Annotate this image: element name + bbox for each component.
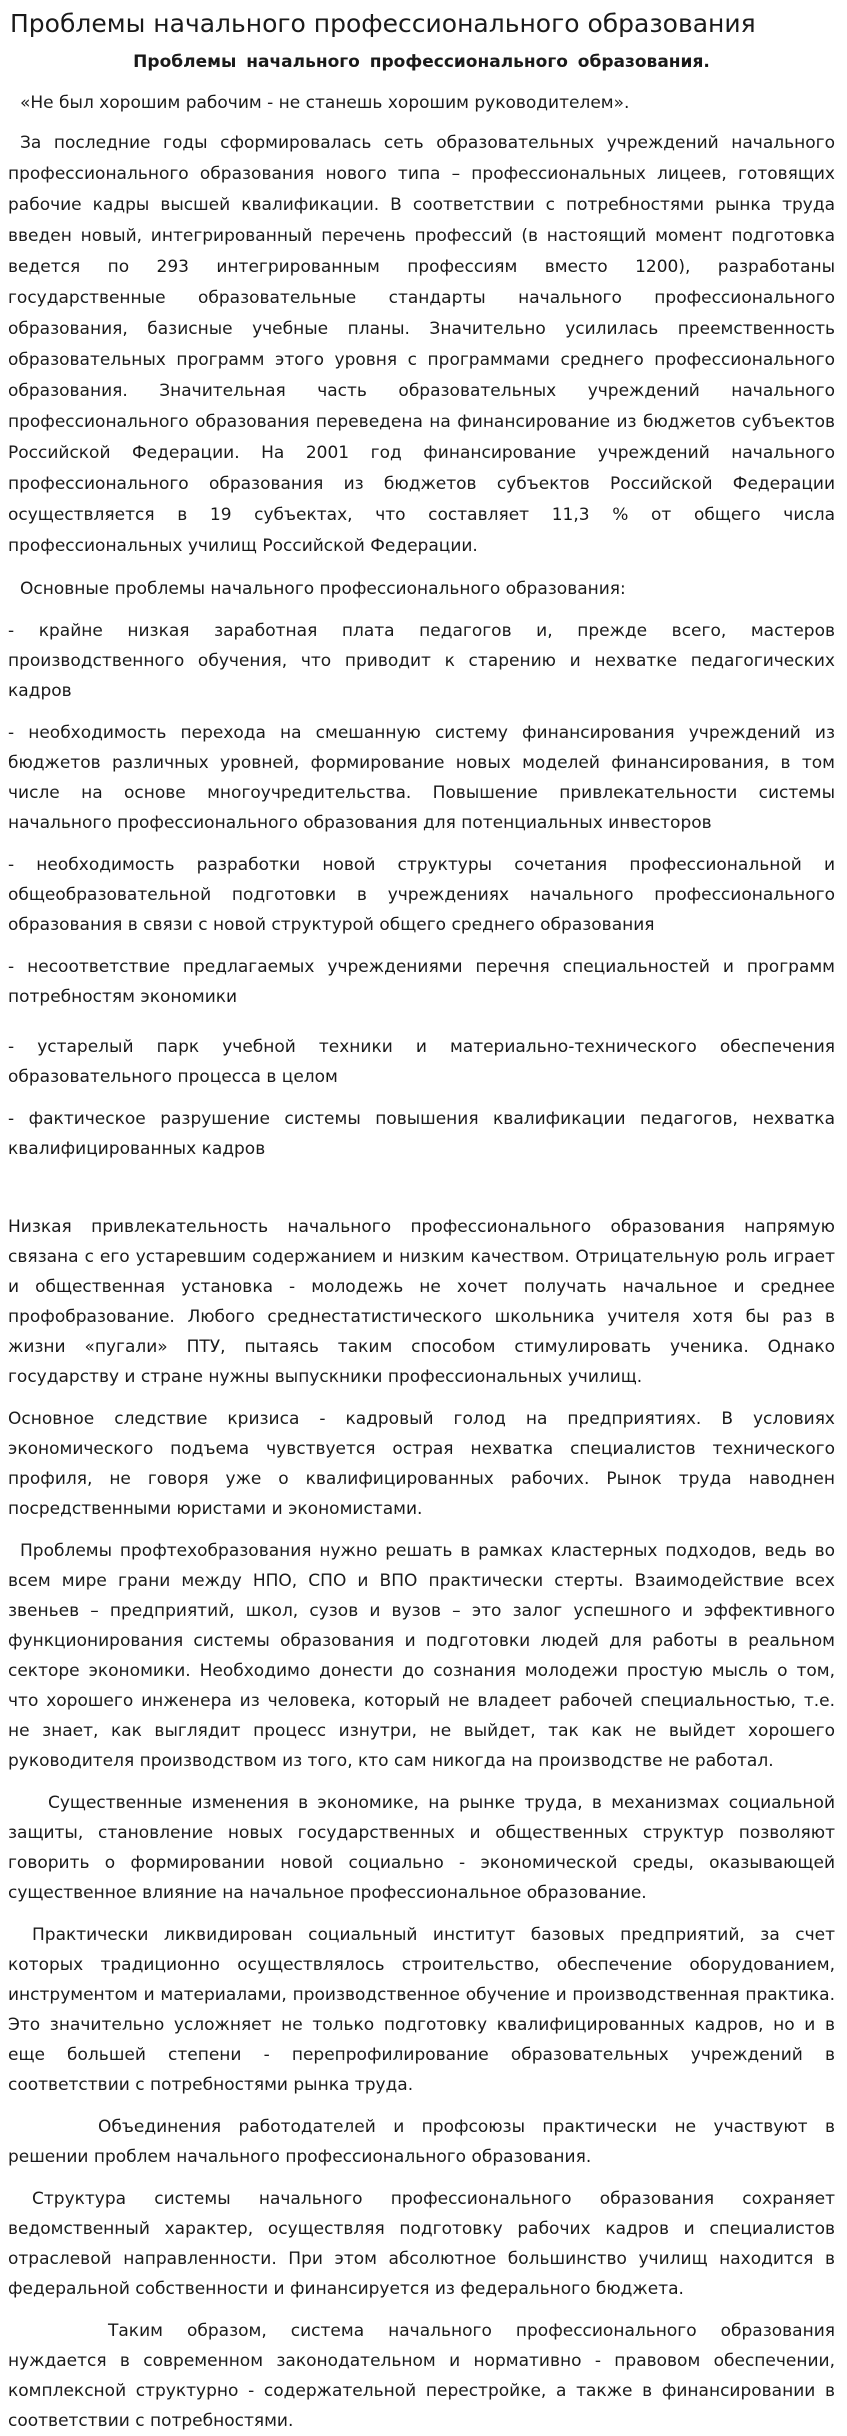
problem-item: - фактическое разрушение системы повышения квалификации педагогов, нехватка квалифицированных кадров [8,1109,835,1159]
body-paragraph: Проблемы профтехобразования нужно решать в рамках кластерных подходов, ведь во всем мире грани между НПО, СПО и ВПО практически стерты. Взаимодействие всех звеньев – предприятий, школ, сузов и вузов – это залог успешного и эффективного функционирования системы образования и подготовки людей для работы в реальном секторе экономики. Необходимо донести до сознания молодежи простую мысль о том, что хорошего инженера из человека, который не владеет рабочей специальностью, т.е. не знает, как выглядит процесс изнутри, не выйдет, так как не выйдет хорошего руководителя производством из того, кто сам никогда на производстве не работал. [8,1541,835,1771]
article-heading: Проблемы начального профессионального образования. [133,52,710,72]
problem-item: - необходимость перехода на смешанную систему финансирования учреждений из бюджетов различных уровней, формирование новых моделей финансирования, в том числе на основе многоучредительства. Повышение привлекательности системы начального профессионального образования для потенциальных инвесторов [8,723,835,833]
problem-item: - необходимость разработки новой структуры сочетания профессиональной и общеобразовательной подготовки в учреждениях начального профессионального образования в связи с новой структурой общего среднего образования [8,855,835,935]
body-paragraph: Практически ликвидирован социальный институт базовых предприятий, за счет которых традиционно осуществлялось строительство, обеспечение оборудованием, инструментом и материалами, производственное обучение и производственная практика. Это значительно усложняет не только подготовку квалифицированных кадров, но и в еще большей степени - перепрофилирование образовательных учреждений в соответствии с потребностями рынка труда. [8,1925,835,2095]
body-paragraph: Основное следствие кризиса - кадровый голод на предприятиях. В условиях экономического подъема чувствуется острая нехватка специалистов технического профиля, не говоря уже о квалифицированных рабочих. Рынок труда наводнен посредственными юристами и экономистами. [8,1409,835,1519]
body-paragraph: Низкая привлекательность начального профессионального образования напрямую связана с его устаревшим содержанием и низким качеством. Отрицательную роль играет и общественная установка - молодежь не хочет получать начальное и среднее профобразование. Любого среднестатистического школьника учителя хотя бы раз в жизни «пугали» ПТУ, пытаясь таким способом стимулировать ученика. Однако государству и стране нужны выпускники профессиональных училищ. [8,1217,835,1387]
article-epigraph: «Не был хорошим рабочим - не станешь хорошим руководителем». [20,93,630,113]
intro-paragraph: За последние годы сформировалась сеть образовательных учреждений начального профессионального образования нового типа – профессиональных лицеев, готовящих рабочие кадры высшей квалификации. В соответствии с потребностями рынка труда введен новый, интегрированный перечень профессий (в настоящий момент подготовка ведется по 293 интегрированным профессиям вместо 1200), разработаны государственные образовательные стандарты начального профессионального образования, базисные учебные планы. Значительно усилилась преемственность образовательных программ этого уровня с программами среднего профессионального образования. Значительная часть образовательных учреждений начального профессионального образования переведена на финансирование из бюджетов субъектов Российской Федерации. На 2001 год финансирование учреждений начального профессионального образования из бюджетов субъектов Российской Федерации осуществляется в 19 субъектах, что составляет 11,3 % от общего числа профессиональных училищ Российской Федерации. [8,133,835,556]
body-paragraph: Таким образом, система начального профессионального образования нуждается в современном законодательном и нормативно - правовом обеспечении, комплексной структурно - содержательной перестройке, а также в финансировании в соответствии с потребностями. [8,2321,835,2431]
body-paragraph: Структура системы начального профессионального образования сохраняет ведомственный характер, осуществляя подготовку рабочих кадров и специалистов отраслевой направленности. При этом абсолютное большинство училищ находится в федеральной собственности и финансируется из федерального бюджета. [8,2189,835,2299]
problem-item: - крайне низкая заработная плата педагогов и, прежде всего, мастеров производственного обучения, что приводит к старению и нехватке педагогических кадров [8,621,835,701]
page-title: Проблемы начального профессионального образования [10,9,756,38]
problem-item: - несоответствие предлагаемых учреждениями перечня специальностей и программ потребностям экономики [8,957,835,1007]
problems-heading: Основные проблемы начального профессионального образования: [20,579,626,599]
body-paragraph: Существенные изменения в экономике, на рынке труда, в механизмах социальной защиты, становление новых государственных и общественных структур позволяют говорить о формировании новой социально - экономической среды, оказывающей существенное влияние на начальное профессиональное образование. [8,1793,835,1903]
problem-item: - устарелый парк учебной техники и материально-технического обеспечения образовательного процесса в целом [8,1037,835,1087]
body-paragraph: Объединения работодателей и профсоюзы практически не участвуют в решении проблем начального профессионального образования. [8,2117,835,2167]
